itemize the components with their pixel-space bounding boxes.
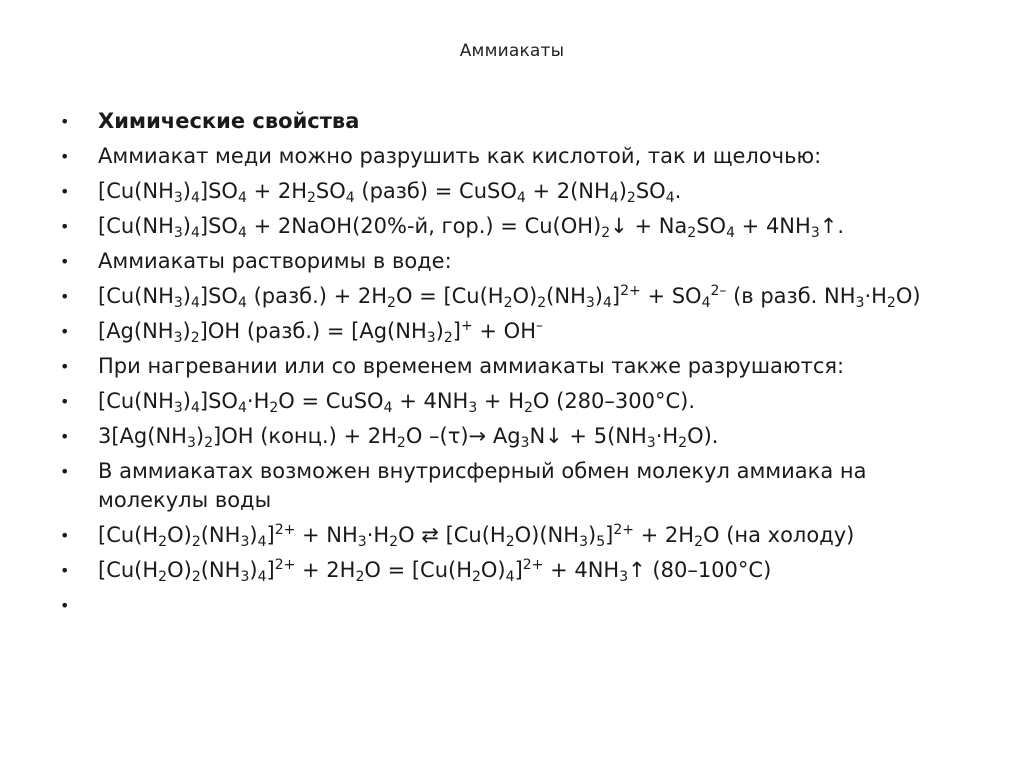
bullet-marker: • bbox=[60, 112, 70, 131]
equation-text: $[Cu(NH_3)_4]SO_4 + 2H_2SO_4$ (разб) = CuSO$_4$ + $2(NH_4)_2SO_4$. bbox=[98, 179, 682, 206]
bullet-marker: • bbox=[60, 561, 70, 580]
equation-item bbox=[60, 177, 960, 206]
section-heading: Химические свойства bbox=[98, 109, 360, 133]
equation-item bbox=[60, 521, 960, 550]
equation-text: $[Cu(NH_3)_4]SO_4$ (разб.) + $2H_2O = [Cu(H_2O)_2(NH_3)_4]^{2+} + SO_4^{2-}$ (в разб. $NH_3\cdot H_2O$) bbox=[98, 283, 921, 311]
equation-item bbox=[60, 282, 960, 311]
bullet-marker: • bbox=[60, 427, 70, 446]
bullet-marker: • bbox=[60, 596, 70, 615]
bullet-item bbox=[60, 247, 960, 276]
bullet-marker: • bbox=[60, 357, 70, 376]
bullet-marker: • bbox=[60, 252, 70, 271]
equation-text: $[Cu(NH_3)_4]SO_4$ + 2NaOH(20%-й, $гор.) = Cu(OH)_2↓ + Na_2SO_4$ + $4NH_3↑$. bbox=[98, 214, 845, 241]
bullet-item bbox=[60, 457, 960, 515]
equation-item bbox=[60, 317, 960, 346]
bullet-item bbox=[60, 142, 960, 171]
equation-text: $3[Ag(NH_3)_2]OH$ (конц.) + $2H_2O$ $-(\tau)\to Ag_3N↓ + 5(NH_3\cdot H_2O)$. bbox=[98, 424, 719, 451]
bullet-text: Аммиакаты растворимы в воде: bbox=[98, 249, 452, 273]
bullet-marker: • bbox=[60, 287, 70, 306]
equation-item bbox=[60, 422, 960, 451]
bullet-marker: • bbox=[60, 182, 70, 201]
equation-item bbox=[60, 556, 960, 585]
equation-text: $[Cu(H_2O)_2(NH_3)_4]^{2+} + NH_3\cdot H_2O$ ⇄ $[Cu(H_2O)(NH_3)_5]^{2+} + 2H_2O$ (на холоду) bbox=[98, 522, 855, 550]
bullet-marker: • bbox=[60, 217, 70, 236]
bullet-marker: • bbox=[60, 526, 70, 545]
slide-title: Аммиакаты bbox=[459, 41, 565, 61]
bullet-list bbox=[60, 107, 960, 615]
equation-item bbox=[60, 212, 960, 241]
equation-item bbox=[60, 387, 960, 416]
bullet-marker: • bbox=[60, 392, 70, 411]
equation-text: $[Ag(NH_3)_2]OH$ (разб.) = $[Ag(NH_3)_2]^+ + OH^-$ bbox=[98, 318, 543, 346]
bullet-item bbox=[60, 107, 960, 136]
bullet-marker: • bbox=[60, 322, 70, 341]
bullet-text: При нагревании или со временем аммиакаты также разрушаются: bbox=[98, 354, 845, 378]
bullet-marker: • bbox=[60, 147, 70, 166]
equation-text: $[Cu(NH_3)_4]SO_4\cdot H_2O$ = CuSO$_4$ + $4NH_3 + H_2O$ (280–300°C). bbox=[98, 389, 696, 416]
bullet-text: Аммиакат меди можно разрушить как кислотой, так и щелочью: bbox=[98, 144, 822, 168]
bullet-text: В аммиакатах возможен внутрисферный обмен молекул аммиака на молекулы воды bbox=[98, 459, 867, 512]
bullet-marker: • bbox=[60, 462, 70, 481]
equation-text: $[Cu(H_2O)_2(NH_3)_4]^{2+} + 2H_2O = [Cu(H_2O)_4]^{2+}$ + $4NH_3↑$ (80–100°C) bbox=[98, 557, 772, 585]
bullet-item bbox=[60, 352, 960, 381]
